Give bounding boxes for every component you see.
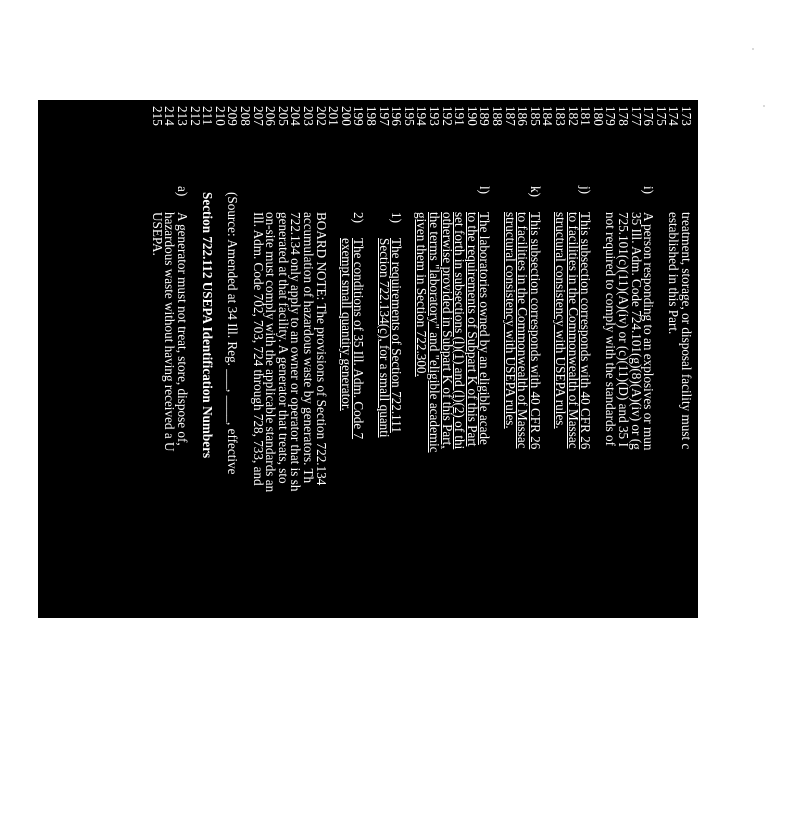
speck: [752, 48, 754, 50]
line-text: 722.134 only apply to an owner or operator that is sh: [288, 212, 304, 492]
line-number: 189: [477, 106, 493, 126]
line-number: 182: [565, 106, 581, 126]
line-text: hazardous waste without having received a U: [162, 212, 178, 452]
line-text: established in this Part.: [666, 212, 682, 335]
line-number: 197: [376, 106, 392, 126]
line-number: 211: [200, 106, 216, 126]
line-text: not required to comply with the standards of: [603, 212, 619, 447]
line-text: A generator must not treat, store, dispose of,: [175, 212, 190, 446]
line-text: treatment, storage, or disposal facility must c: [679, 212, 694, 450]
line-text: exempt small quantity generator.: [338, 238, 354, 411]
line-text: The conditions of 35 Ill. Adm. Code 7: [351, 238, 367, 440]
line-text: accumulation of hazardous waste by generators. Th: [301, 212, 316, 484]
line-text: to facilities in the Commonwealth of Massac: [565, 212, 581, 449]
document-line: [402, 100, 415, 618]
subsection-label: k): [527, 186, 543, 197]
speck: [763, 105, 765, 107]
line-text: structural consistency with USEPA rules.: [553, 212, 568, 429]
line-number: 187: [502, 106, 518, 126]
line-text: 725.101(c)(11)(A)(iv) or (c)(11)(D) and 35 I: [616, 212, 631, 447]
line-number: 209: [225, 106, 241, 126]
document-line: [654, 100, 667, 618]
line-number: 204: [288, 106, 304, 126]
document-line: [201, 100, 214, 618]
document-line: [616, 100, 629, 618]
line-number: 183: [553, 106, 568, 126]
line-number: 190: [464, 106, 480, 126]
line-number: 201: [326, 106, 342, 126]
line-text: otherwise provided in Subpart K of this Part,: [439, 212, 455, 449]
line-text: set forth in subsections (l)(1) and (l)(2) of thi: [452, 212, 468, 450]
subsection-label: l): [477, 186, 493, 195]
subsection-label: i): [641, 186, 657, 195]
line-number: 207: [250, 106, 266, 126]
line-text: This subsection corresponds with 40 CFR 26: [527, 212, 543, 450]
document-line: [667, 100, 680, 618]
line-number: 205: [275, 106, 291, 126]
line-text: 35 Ill. Adm. Code 724.101(g)(8)(A)(iv) or (g: [628, 212, 644, 450]
line-number: 177: [628, 106, 644, 126]
line-number: 176: [641, 106, 657, 126]
subsection-label: j): [578, 186, 594, 195]
line-number: 194: [414, 106, 430, 126]
line-number: 192: [439, 106, 455, 126]
line-number: 185: [527, 106, 543, 126]
line-number: 195: [401, 106, 417, 126]
line-number: 188: [490, 106, 505, 126]
document-line: [528, 100, 541, 618]
line-number: 174: [666, 106, 682, 126]
line-number: 196: [389, 106, 405, 126]
line-number: 208: [238, 106, 253, 126]
document-page: [38, 100, 698, 618]
document-line: [427, 100, 440, 618]
document-line: [276, 100, 289, 618]
line-number: 181: [578, 106, 594, 126]
line-text: (Source: Amended at 34 Ill. Reg. ___, ____, effective: [225, 192, 241, 475]
line-number: 198: [364, 106, 379, 126]
line-text: Ill. Adm. Code 702, 703, 724 through 728, 733, and: [250, 212, 266, 486]
document-line: [226, 100, 239, 618]
line-text: generated at that facility. A generator that treats, sto: [275, 212, 291, 484]
line-text: on-site must comply with the applicable standards an: [263, 212, 279, 493]
line-number: 213: [175, 106, 190, 126]
line-number: 212: [187, 106, 203, 126]
line-text: BOARD NOTE: The provisions of Section 722.134: [313, 212, 329, 486]
line-text: A person responding to an explosives or mun: [641, 212, 657, 451]
line-text: to facilities in the Commonwealth of Massac: [515, 212, 531, 449]
document-line: [163, 100, 176, 618]
line-number: 175: [653, 106, 669, 126]
document-line: [679, 100, 692, 618]
document-line: [490, 100, 503, 618]
line-number: 180: [590, 106, 606, 126]
subsection-label: a): [175, 186, 190, 197]
document-line: [213, 100, 226, 618]
document-line: [301, 100, 314, 618]
document-line: [604, 100, 617, 618]
line-number: 193: [427, 106, 442, 126]
document-line: [503, 100, 516, 618]
line-number: 200: [338, 106, 354, 126]
line-number: 210: [212, 106, 228, 126]
subsection-label: 2): [351, 212, 367, 223]
line-text: Section 722.134(c), for a small quanti: [376, 238, 392, 438]
document-line: [364, 100, 377, 618]
line-number: 191: [452, 106, 468, 126]
document-line: [591, 100, 604, 618]
document-line: [251, 100, 264, 618]
line-number: 206: [263, 106, 279, 126]
line-text: the terms "laboratory" and "eligible academic: [427, 212, 442, 453]
line-number: 178: [616, 106, 631, 126]
document-line: [553, 100, 566, 618]
document-line: [377, 100, 390, 618]
line-text: given them in Section 722.300.: [414, 212, 430, 377]
section-heading: Section 722.112 USEPA Identification Numbers: [200, 192, 216, 459]
line-number: 186: [515, 106, 531, 126]
subsection-label: 1): [389, 212, 405, 223]
line-number: 214: [162, 106, 178, 126]
document-line: [415, 100, 428, 618]
line-number: 199: [351, 106, 367, 126]
line-number: 173: [679, 106, 694, 126]
document-line: [465, 100, 478, 618]
line-text: This subsection corresponds with 40 CFR 26: [578, 212, 594, 450]
line-number: 179: [603, 106, 619, 126]
document-line: [238, 100, 251, 618]
line-text: USEPA.: [149, 212, 165, 256]
line-number: 203: [301, 106, 316, 126]
line-text: to the requirements of Subpart K of this Part: [464, 212, 480, 447]
line-number: 184: [540, 106, 556, 126]
line-number: 215: [149, 106, 165, 126]
line-text: The laboratories owned by an eligible acade: [477, 212, 493, 445]
document-line: [150, 100, 163, 618]
line-number: 202: [313, 106, 329, 126]
line-text: The requirements of Section 722.111: [389, 238, 405, 433]
document-line: [339, 100, 352, 618]
rotated-text-block: [38, 100, 698, 618]
line-text: structural consistency with USEPA rules.: [502, 212, 518, 429]
document-line: [175, 100, 188, 618]
